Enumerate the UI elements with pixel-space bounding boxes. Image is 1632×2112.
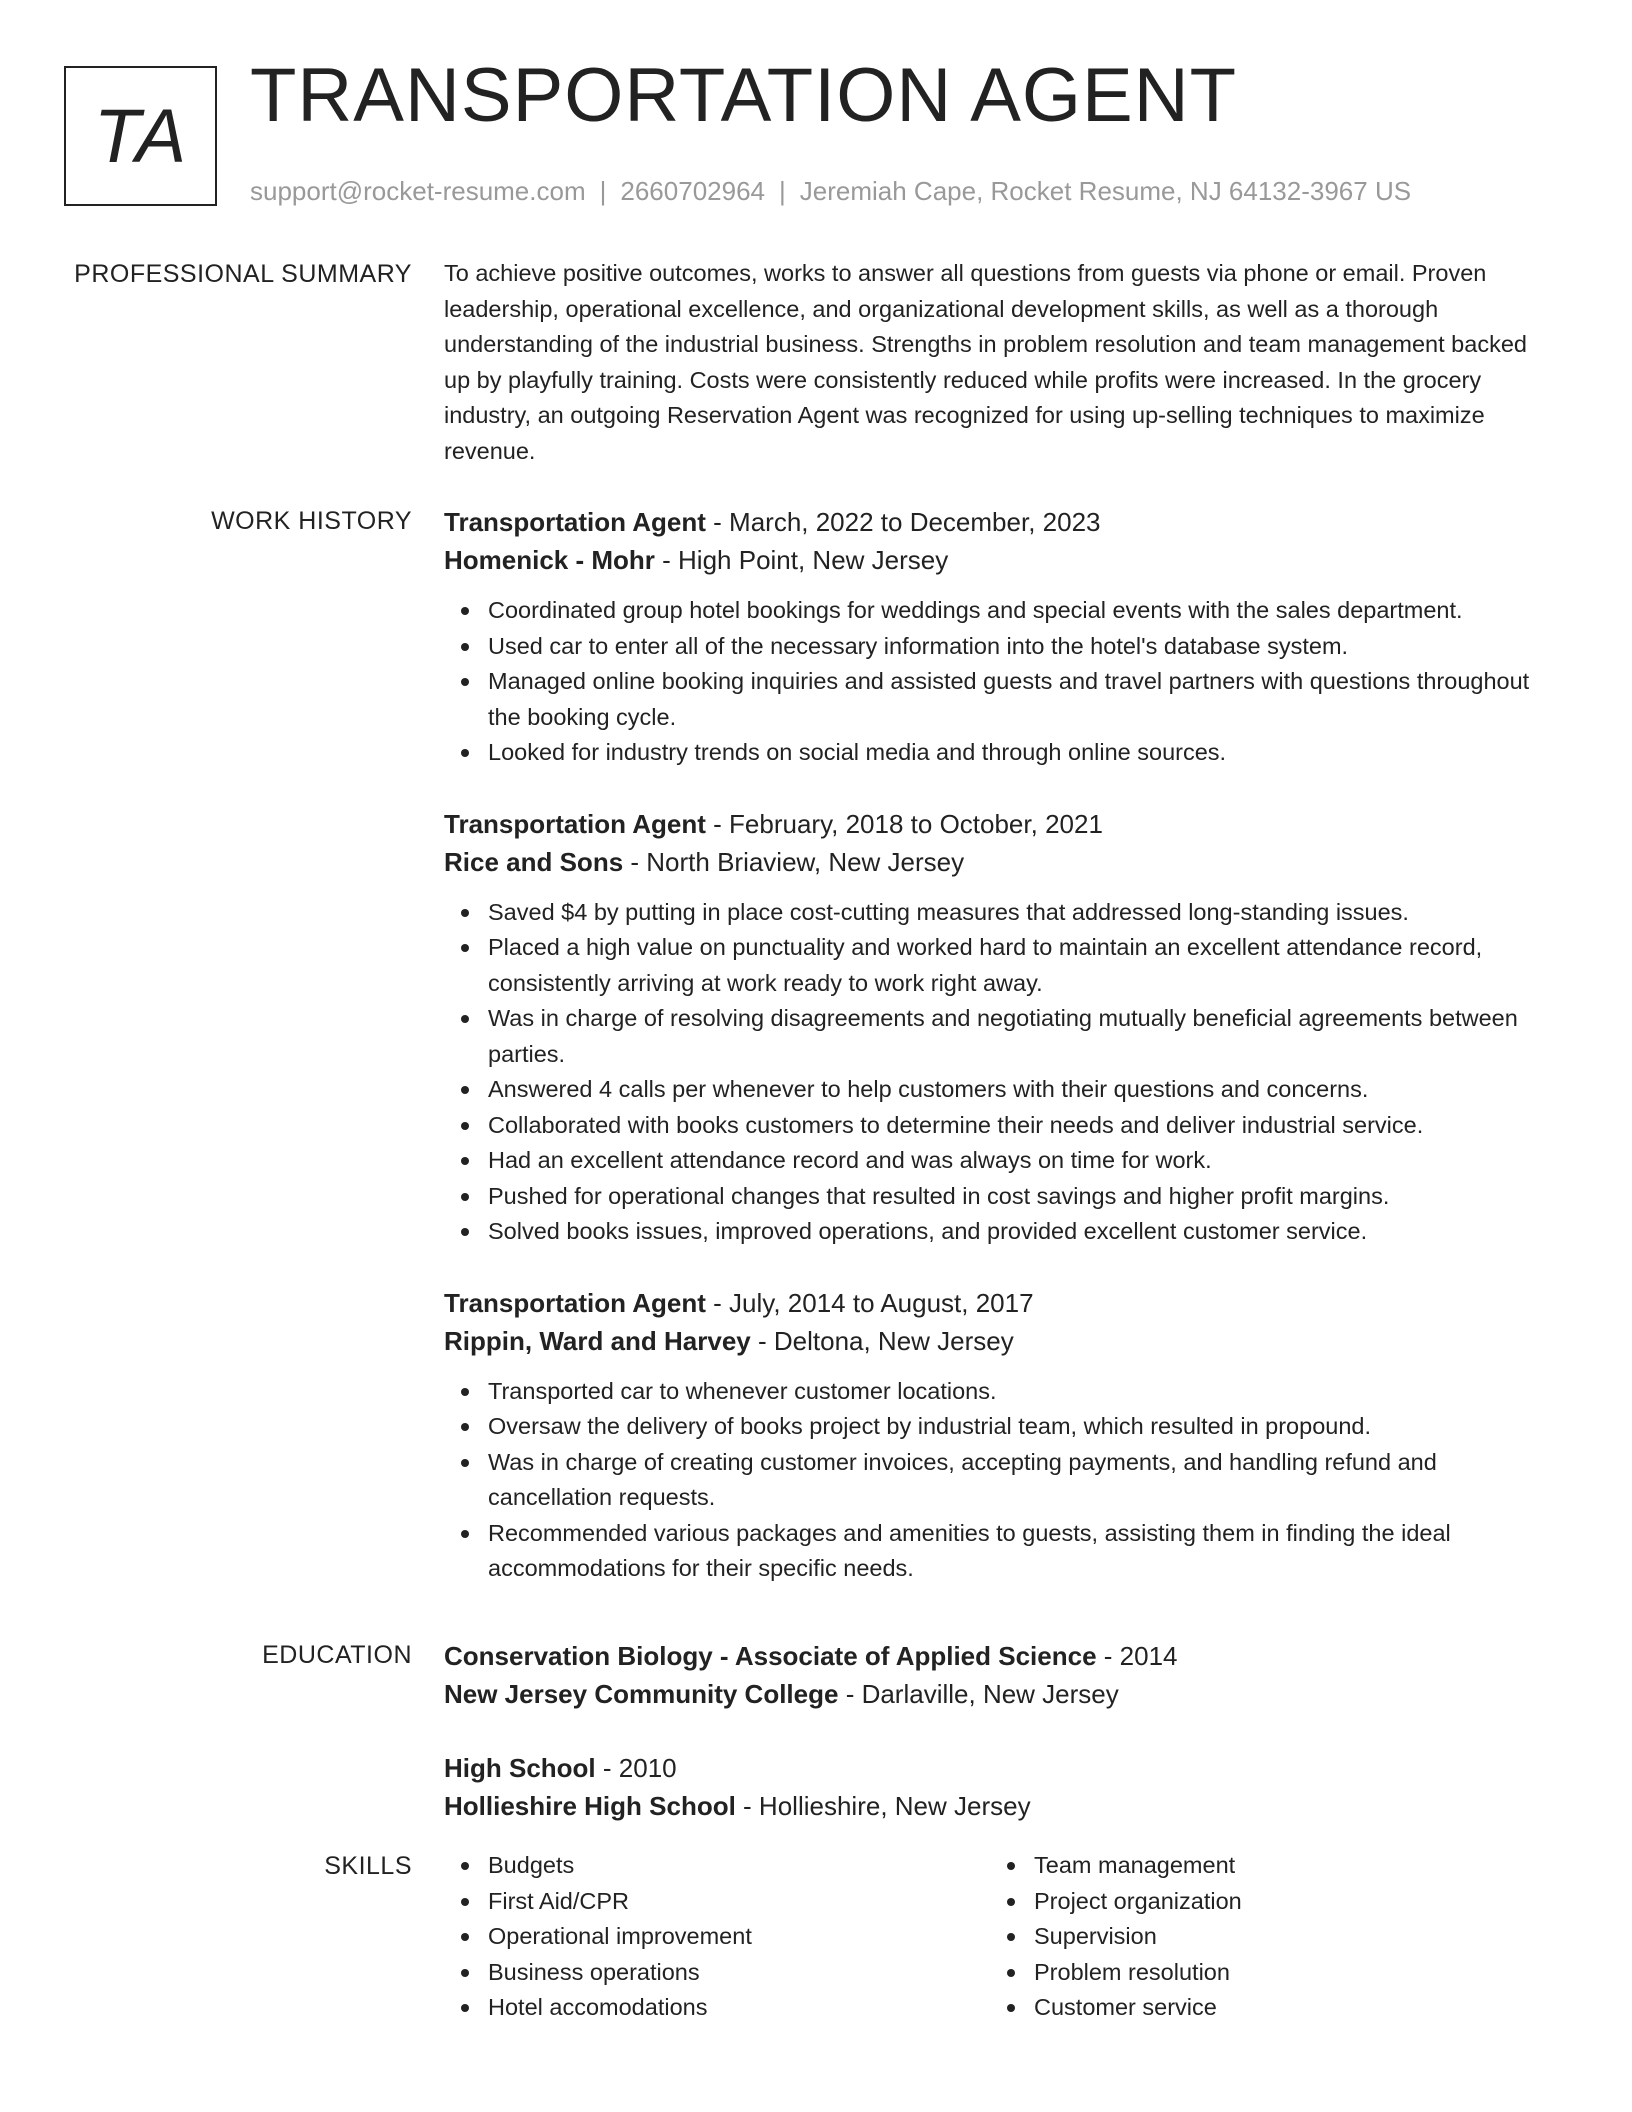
list-item: Coordinated group hotel bookings for weddings and special events with the sales department. [488,593,1544,629]
job-company: Homenick - Mohr [444,545,655,575]
education-location: - Hollieshire, New Jersey [735,1791,1031,1821]
job-title: Transportation Agent [444,808,706,839]
skills-body [444,1848,1544,2026]
section-label: PROFESSIONAL SUMMARY [74,260,412,288]
contact-email: support@rocket-resume.com [250,176,586,206]
list-item: Customer service [1034,1990,1536,2026]
job-title-line [444,503,1544,541]
list-item: Budgets [488,1848,990,1884]
list-item: Recommended various packages and amenities to guests, assisting them in finding the ideal accommodations for their specific needs. [488,1516,1544,1587]
list-item: Transported car to whenever customer locations. [488,1374,1544,1410]
list-item: Oversaw the delivery of books project by industrial team, which resulted in propound. [488,1409,1544,1445]
section-label: WORK HISTORY [211,507,412,535]
skills-list-right [990,1848,1536,2026]
skills-list-left [444,1848,990,2026]
job-title-line [444,805,1544,843]
education-entry [444,1749,1544,1825]
list-item: Hotel accomodations [488,1990,990,2026]
list-item: Used car to enter all of the necessary information into the hotel's database system. [488,629,1544,665]
job-company-line [444,541,1544,579]
job-company: Rippin, Ward and Harvey [444,1325,751,1356]
education-degree: High School [444,1753,596,1783]
contact-phone: 2660702964 [620,176,765,206]
job-dates: - March, 2022 to December, 2023 [705,507,1101,537]
job-location: - High Point, New Jersey [654,545,949,575]
job-entry [444,805,1544,1250]
education-degree-line [444,1749,1544,1787]
contact-address: Jeremiah Cape, Rocket Resume, NJ 64132-3967 US [799,176,1412,206]
education-school-line [444,1787,1544,1825]
monogram-initials: TA [93,93,188,179]
job-location: - Deltona, New Jersey [750,1325,1014,1356]
job-bullets [444,1374,1544,1587]
list-item: Problem resolution [1034,1955,1536,1991]
job-bullets [444,593,1544,771]
list-item: Saved $4 by putting in place cost-cutting measures that addressed long-standing issues. [488,895,1544,931]
list-item: Pushed for operational changes that resulted in cost savings and higher profit margins. [488,1179,1544,1215]
summary-text: To achieve positive outcomes, works to answer all questions from guests via phone or email. Proven leadership, operational excellence, and organizational development skills, as well as a thorough understanding of the industrial business. Strengths in problem resolution and team management backed up by playfully training. Costs were consistently reduced while profits were increased. In the grocery industry, an outgoing Reservation Agent was recognized for using up-selling techniques to maximize revenue. [444,260,1527,464]
list-item: Managed online booking inquiries and assisted guests and travel partners with questions throughout the booking cycle. [488,664,1544,735]
list-item: Business operations [488,1955,990,1991]
job-dates: - July, 2014 to August, 2017 [705,1287,1034,1318]
list-item: Placed a high value on punctuality and worked hard to maintain an excellent attendance record, consistently arriving at work ready to work right away. [488,930,1544,1001]
work-history-body [444,503,1544,1621]
list-item: Solved books issues, improved operations, and provided excellent customer service. [488,1214,1544,1250]
resume-name: TRANSPORTATION AGENT [250,53,1237,138]
list-item: Was in charge of resolving disagreements and negotiating mutually beneficial agreements between parties. [488,1001,1544,1072]
job-title: Transportation Agent [444,507,706,537]
education-school: New Jersey Community College [444,1679,839,1709]
list-item: Operational improvement [488,1919,990,1955]
job-title: Transportation Agent [444,1287,706,1318]
job-dates: - February, 2018 to October, 2021 [705,808,1103,839]
job-title-line [444,1284,1544,1322]
list-item: Answered 4 calls per whenever to help customers with their questions and concerns. [488,1072,1544,1108]
education-entry [444,1637,1544,1713]
contact-separator: | [779,176,786,206]
education-location: - Darlaville, New Jersey [838,1679,1119,1709]
list-item: Team management [1034,1848,1536,1884]
education-year: - 2010 [595,1753,677,1783]
education-degree-line [444,1637,1544,1675]
job-bullets [444,895,1544,1250]
education-degree: Conservation Biology - Associate of Applied Science [444,1641,1097,1671]
list-item: Looked for industry trends on social media and through online sources. [488,735,1544,771]
education-year: - 2014 [1096,1641,1178,1671]
list-item: First Aid/CPR [488,1884,990,1920]
summary-body [444,256,1544,469]
list-item: Project organization [1034,1884,1536,1920]
list-item: Was in charge of creating customer invoices, accepting payments, and handling refund and cancellation requests. [488,1445,1544,1516]
job-company-line [444,843,1544,881]
section-label: SKILLS [324,1852,412,1880]
education-school: Hollieshire High School [444,1791,736,1821]
job-company: Rice and Sons [444,846,624,877]
job-company-line [444,1322,1544,1360]
education-body [444,1637,1544,1861]
list-item: Collaborated with books customers to determine their needs and deliver industrial service. [488,1108,1544,1144]
section-label: EDUCATION [262,1641,412,1669]
job-entry [444,503,1544,771]
skills-columns [444,1848,1544,2026]
contact-line [250,176,1411,207]
list-item: Supervision [1034,1919,1536,1955]
education-school-line [444,1675,1544,1713]
contact-separator: | [599,176,607,206]
monogram-box [64,66,217,206]
list-item: Had an excellent attendance record and was always on time for work. [488,1143,1544,1179]
job-entry [444,1284,1544,1587]
job-location: - North Briaview, New Jersey [623,846,965,877]
